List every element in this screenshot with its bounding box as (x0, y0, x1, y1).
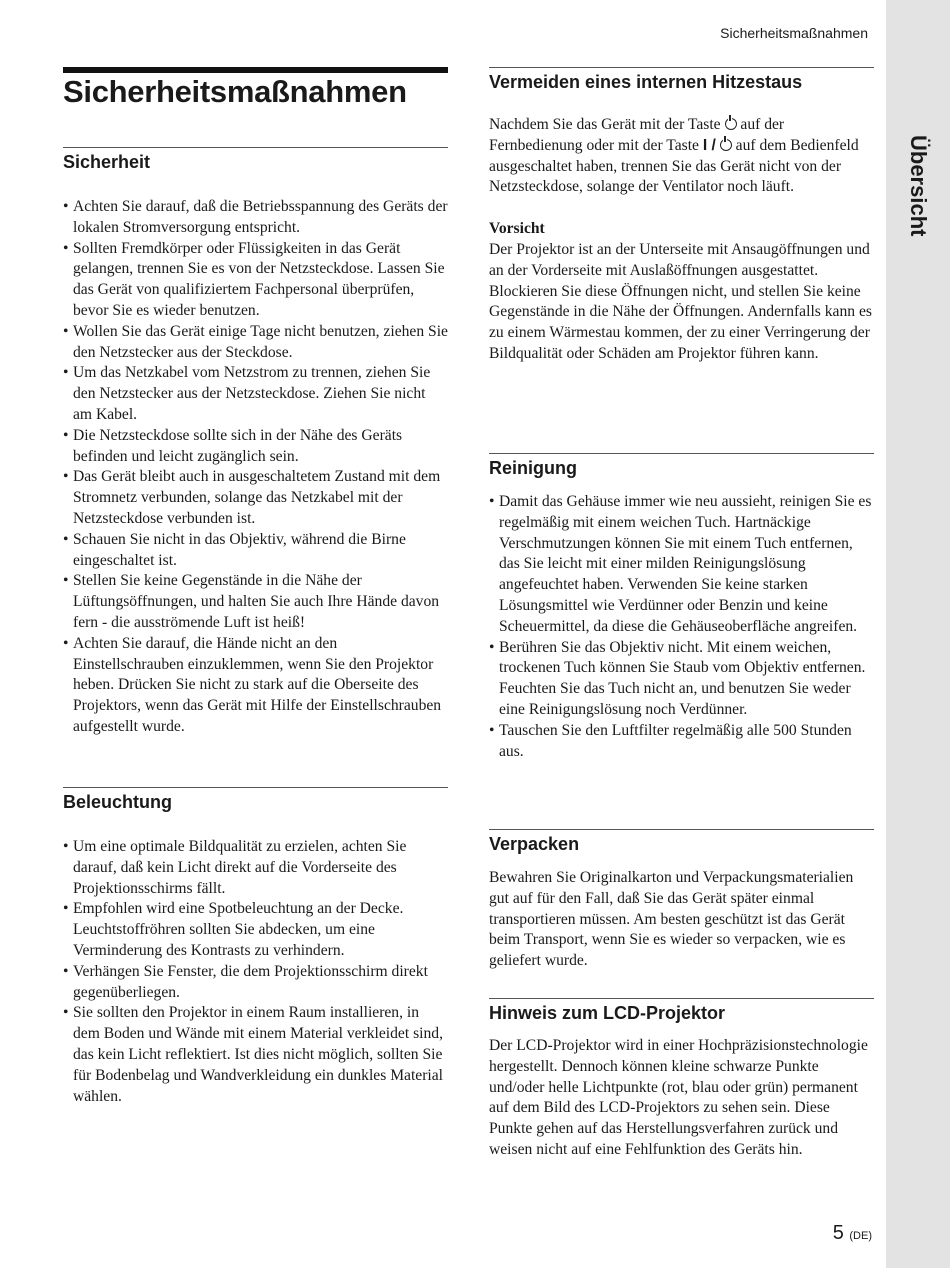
section-heading: Beleuchtung (63, 792, 173, 812)
list-item: • Tauschen Sie den Luftfilter regelmäßig alle 500 Stunden aus. (489, 721, 874, 763)
list-item: • Berühren Sie das Objektiv nicht. Mit einem weichen, trockenen Tuch können Sie Staub vom Objektiv entfernen. Feuchten Sie das Tuch nicht an, und benutzen Sie weder eine Reinigungslösung noch Verdünner. (489, 638, 874, 721)
list-item: • Schauen Sie nicht in das Objektiv, während die Birne eingeschaltet ist. (63, 530, 448, 572)
section-heading: Sicherheit (63, 152, 151, 172)
list-item: • Sollten Fremdkörper oder Flüssigkeiten in das Gerät gelangen, trennen Sie es von der Netzsteckdose. Lassen Sie das Gerät von qualifiziertem Fachpersonal überprüfen, bevor Sie es wieder benutzen. (63, 239, 448, 322)
section-heading: Reinigung (489, 458, 577, 478)
power-icon (725, 118, 737, 130)
section-verpacken (489, 829, 874, 972)
bullet-list (63, 837, 448, 1107)
page-number (833, 1222, 872, 1245)
paragraph-text: auf der Fernbedienung oder mit der Taste (489, 116, 785, 154)
bullet-list (63, 197, 448, 738)
section-heading: Verpacken (489, 834, 580, 854)
title-bar (63, 67, 448, 73)
caution-text: Der Projektor ist an der Unterseite mit Ansaugöffnungen und an der Vorderseite mit Auslaßöffnungen ausgestattet. Blockieren Sie diese Öffnungen nicht, und stellen Sie keine Gegenstände in die Nähe der Öffnungen. Andernfalls kann es zu einem Wärmestau kommen, der zu einer Verringerung der Bildqualität oder Schäden am Projektor führen kann. (489, 240, 872, 362)
list-item: • Um eine optimale Bildqualität zu erzielen, achten Sie darauf, daß kein Licht direkt auf die Vorderseite des Projektionsschirms fällt. (63, 837, 448, 899)
paragraph-text: auf dem Bedienfeld ausgeschaltet haben, trennen Sie das Gerät nicht von der Netzsteckdose, solange der Ventilator noch läuft. (489, 136, 859, 196)
list-item: • Empfohlen wird eine Spotbeleuchtung an der Decke. Leuchtstoffröhren sollten Sie abdecken, um eine Verminderung des Kontrasts zu verhindern. (63, 899, 448, 961)
section-lcd-hinweis (489, 998, 874, 1161)
paragraph: Der LCD-Projektor wird in einer Hochpräzisionstechnologie hergestellt. Dennoch können kleine schwarze Punkte und/oder helle Lichtpunkte (rot, blau oder grün) permanent auf dem Bild des LCD-Projektors zu sehen sein. Diese Punkte gehen auf das Herstellungsverfahren zurück und weisen nicht auf eine Fehlfunktion des Geräts hin. (489, 1037, 868, 1158)
onoff-symbol: I / (702, 136, 716, 154)
caution-title: Vorsicht (489, 220, 545, 238)
section-heading: Vermeiden eines internen Hitzestaus (489, 72, 803, 92)
language-code: (DE) (849, 1230, 872, 1242)
side-tab-label: Übersicht (906, 135, 931, 237)
list-item: • Damit das Gehäuse immer wie neu aussieht, reinigen Sie es regelmäßig mit einem weichen Tuch. Hartnäckige Verschmutzungen können Sie mit einem Tuch entfernen, das Sie leicht mit einer milden Reinigungslösung angefeuchtet haben. Verwenden Sie keine starken Lösungsmittel wie Verdünner oder Benzin und keine Scheuermittel, da diese die Gehäuseoberfläche angreifen. (489, 492, 874, 638)
power-icon (720, 139, 732, 151)
list-item: • Das Gerät bleibt auch in ausgeschaltetem Zustand mit dem Stromnetz verbunden, solange das Netzkabel mit der Netzsteckdose verbunden ist. (63, 467, 448, 529)
paragraph: Bewahren Sie Originalkarton und Verpackungsmaterialien gut auf für den Fall, daß Sie das Gerät später einmal transportieren müssen. Am besten geschützt ist das Gerät beim Transport, wenn Sie es wieder so verpacken, wie es geliefert wurde. (489, 869, 854, 970)
list-item: • Sie sollten den Projektor in einem Raum installieren, in dem Boden und Wände mit einem Material verkleidet sind, das kein Licht reflektiert. Ist dies nicht möglich, sollten Sie für Bodenbelag und Wandverkleidung ein dunkles Material wählen. (63, 1003, 448, 1107)
section-sicherheit (63, 147, 448, 738)
page-title: Sicherheitsmaßnahmen (63, 74, 407, 109)
list-item: • Achten Sie darauf, daß die Betriebsspannung des Geräts der lokalen Stromversorgung entspricht. (63, 197, 448, 239)
list-item: • Um das Netzkabel vom Netzstrom zu trennen, ziehen Sie den Netzstecker aus der Netzsteckdose. Ziehen Sie nicht am Kabel. (63, 363, 448, 425)
paragraph-text: Nachdem Sie das Gerät mit der Taste (489, 116, 721, 133)
section-heading: Hinweis zum LCD-Projektor (489, 1003, 726, 1023)
section-hitzestau (489, 67, 874, 365)
list-item: • Stellen Sie keine Gegenstände in die Nähe der Lüftungsöffnungen, und halten Sie auch Ihre Hände davon fern - die ausströmende Luft ist heiß! (63, 571, 448, 633)
section-beleuchtung (63, 787, 448, 1107)
section-reinigung (489, 453, 874, 762)
paragraph (489, 115, 874, 198)
list-item: • Die Netzsteckdose sollte sich in der Nähe des Geräts befinden und leicht zugänglich sein. (63, 426, 448, 468)
list-item: • Verhängen Sie Fenster, die dem Projektionsschirm direkt gegenüberliegen. (63, 962, 448, 1004)
page-number-value: 5 (832, 1222, 844, 1244)
bullet-list (489, 492, 874, 762)
list-item: • Wollen Sie das Gerät einige Tage nicht benutzen, ziehen Sie den Netzstecker aus der Steckdose. (63, 322, 448, 364)
running-header: Sicherheitsmaßnahmen (720, 25, 868, 41)
list-item: • Achten Sie darauf, die Hände nicht an den Einstellschrauben einzuklemmen, wenn Sie den Projektor heben. Drücken Sie nicht zu stark auf die Oberseite des Projektors, wenn das Gerät mit Hilfe der Einstellschrauben aufgestellt wurde. (63, 634, 448, 738)
